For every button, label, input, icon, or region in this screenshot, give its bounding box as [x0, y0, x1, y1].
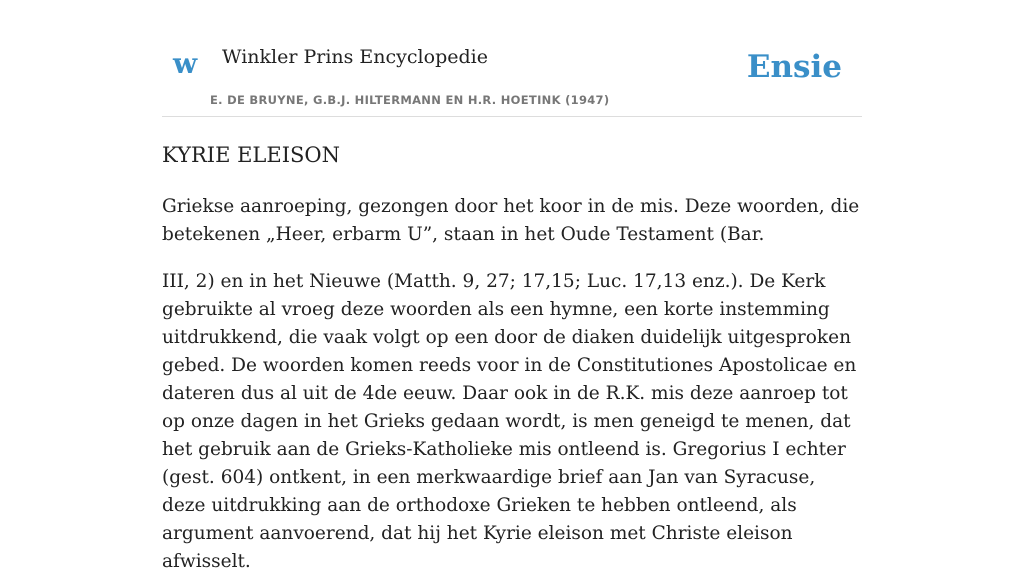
publication-header [162, 0, 862, 117]
entry-title: KYRIE ELEISON [162, 143, 340, 167]
publication-logo[interactable]: w [173, 47, 198, 80]
brand-logo[interactable]: Ensie [746, 49, 842, 85]
publication-authors: E. DE BRUYNE, G.B.J. HILTERMANN EN H.R. HOETINK (1947) [210, 93, 610, 107]
page [162, 0, 862, 576]
publication-title[interactable]: Winkler Prins Encyclopedie [222, 46, 488, 68]
article-paragraph-1: Griekse aanroeping, gezongen door het koor in de mis. Deze woorden, die betekenen „Heer, erbarm U”, staan in het Oude Testament (Bar. [162, 196, 860, 246]
article-paragraph-2: III, 2) en in het Nieuwe (Matth. 9, 27; 17,15; Luc. 17,13 enz.). De Kerk gebruikte al vroeg deze woorden als een hymne, een korte instemming uitdrukkend, die vaak volgt op een door de diaken duidelijk uitgesproken gebed. De woorden komen reeds voor in de Constitutiones Apostolicae en dateren dus al uit de 4de eeuw. Daar ook in de R.K. mis deze aanroep tot op onze dagen in het Grieks gedaan wordt, is men geneigd te menen, dat het gebruik aan de Grieks-Katholieke mis ontleend is. Gregorius I echter (gest. 604) ontkent, in een merkwaardige brief aan Jan van Syracuse, deze uitdrukking aan de orthodoxe Grieken te hebben ontleend, als argument aanvoerend, dat hij het Kyrie eleison met Christe eleison afwisselt. [162, 271, 857, 573]
